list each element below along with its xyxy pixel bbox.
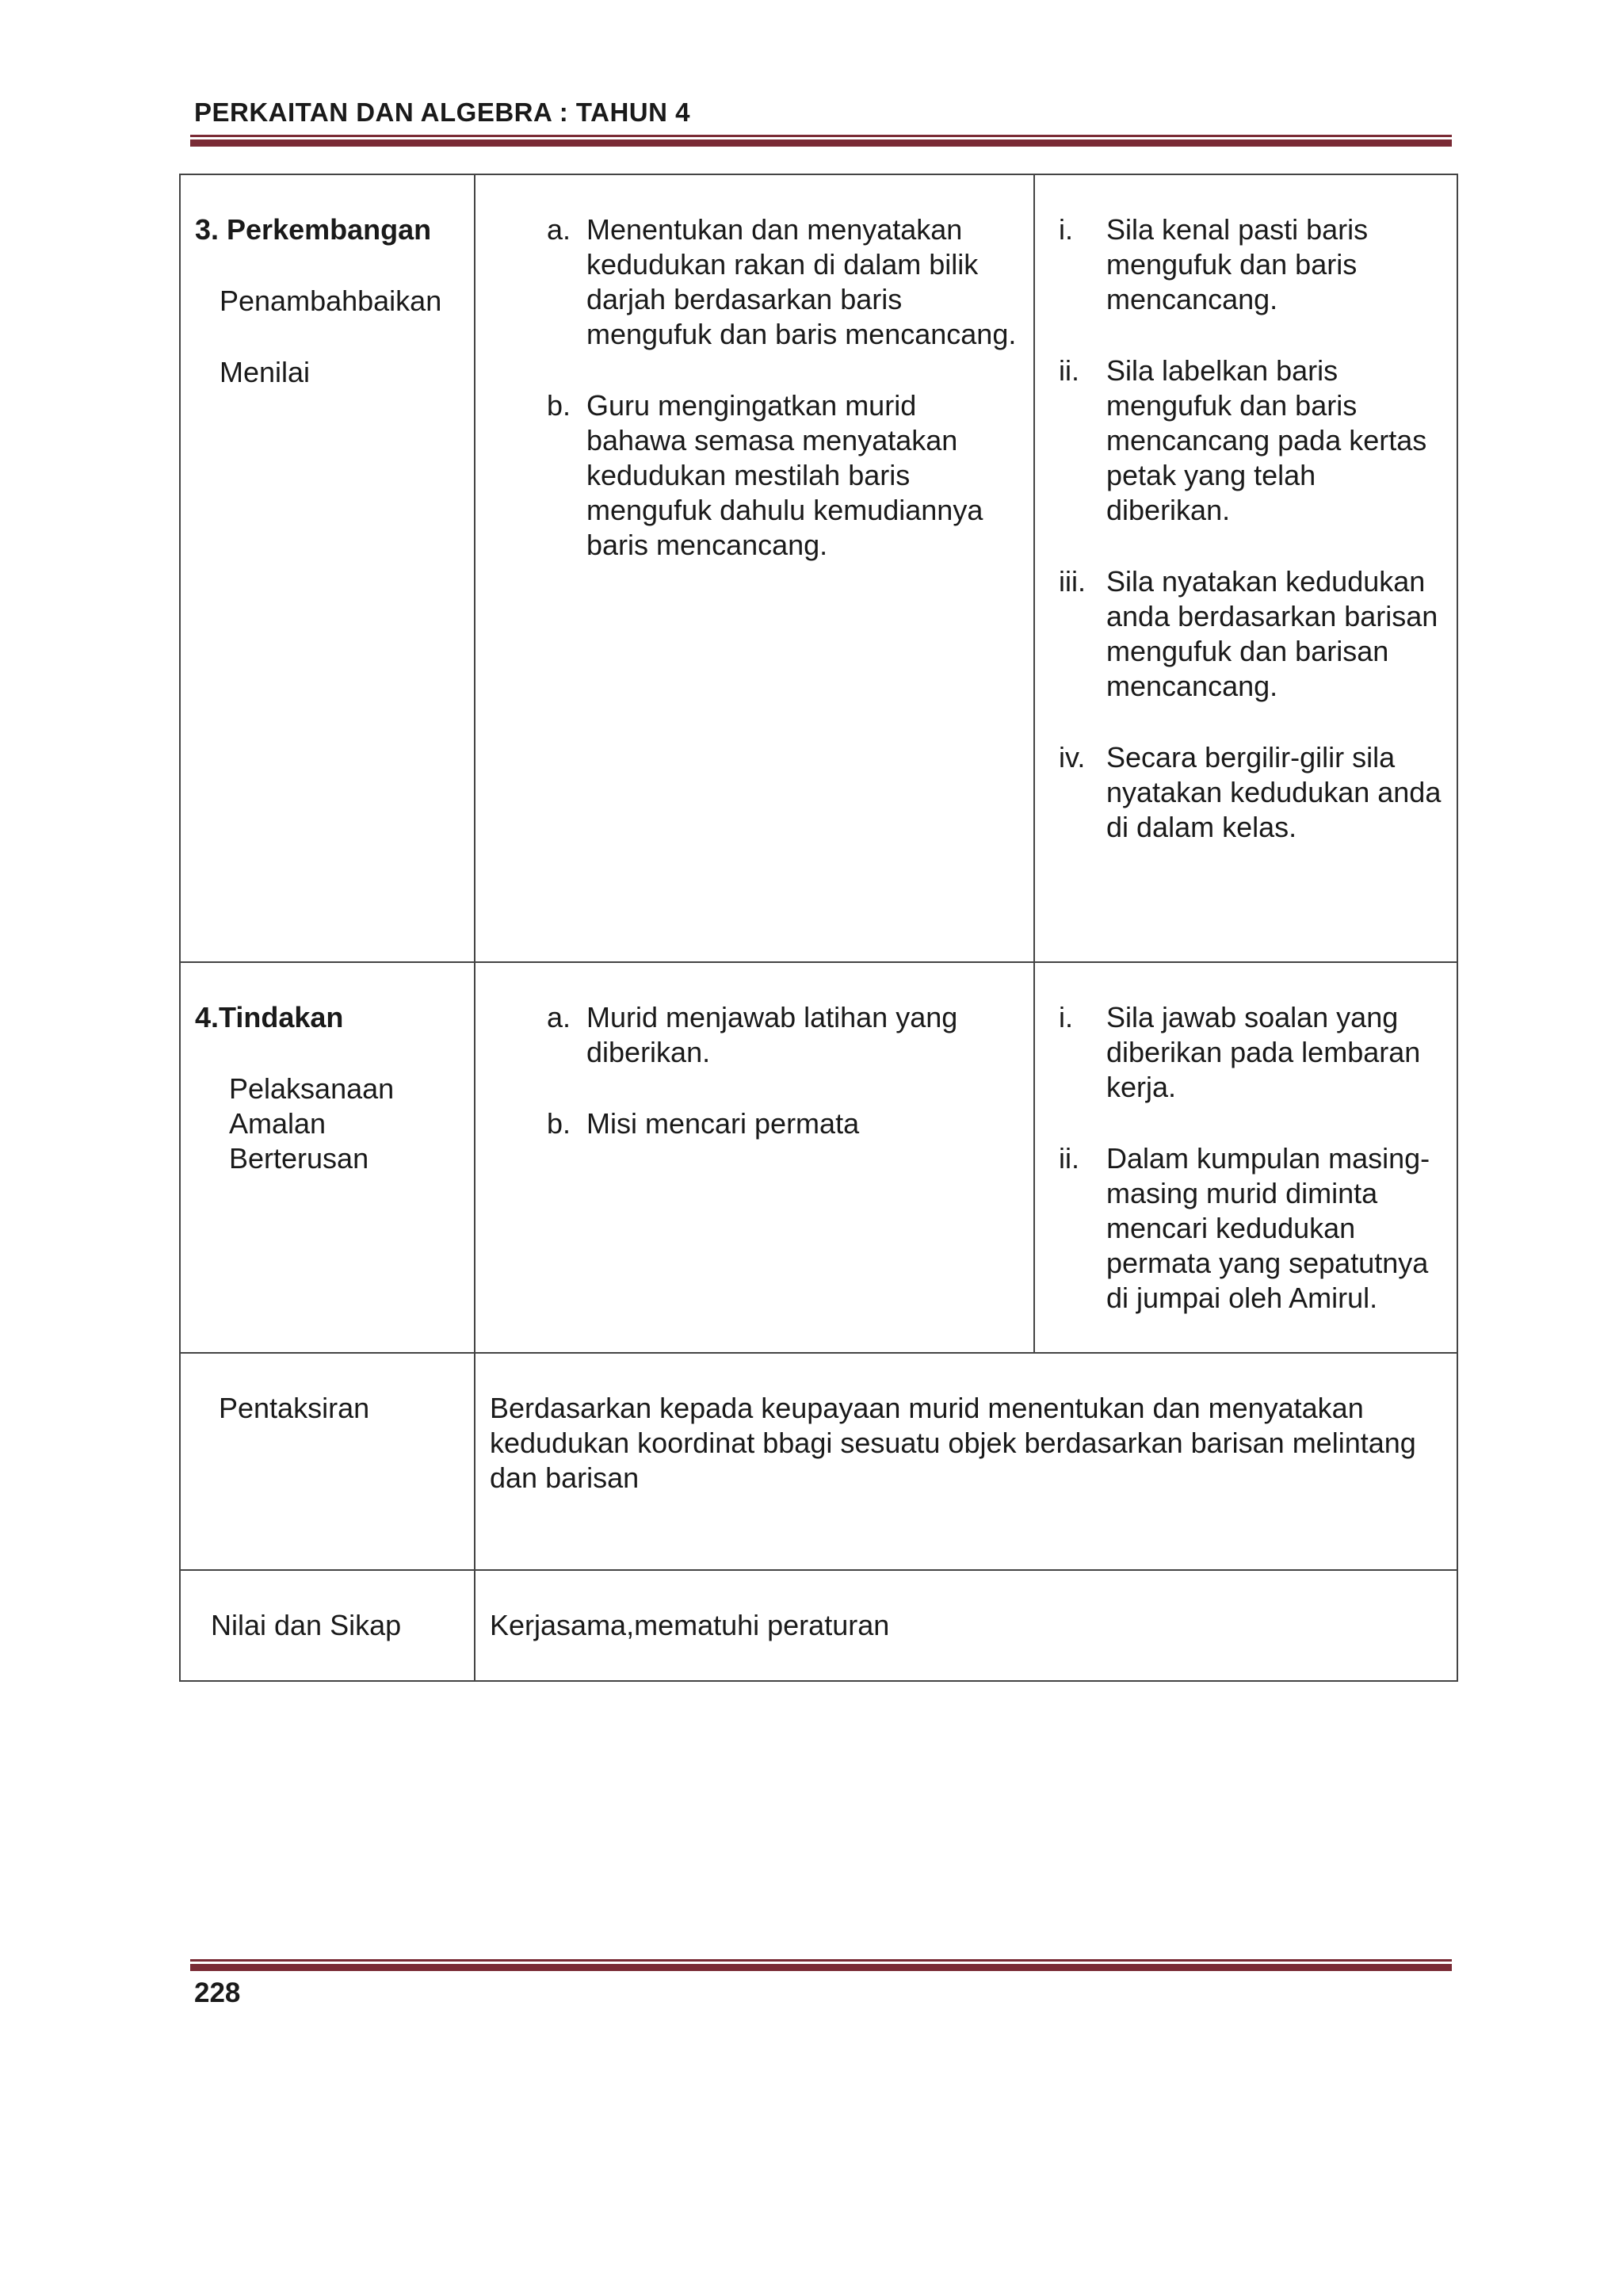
table-row: [180, 1570, 1457, 1681]
list-marker: i.: [1059, 1001, 1073, 1033]
activity-text: Guru mengingatkan murid bahawa semasa menyatakan kedudukan mestilah baris mengufuk dahulu kemudiannya baris mencancang.: [586, 389, 983, 561]
list-item: [1035, 564, 1447, 704]
values-label: Nilai dan Sikap: [211, 1609, 402, 1641]
list-item: [475, 212, 1018, 352]
note-cell: [1034, 174, 1457, 962]
assessment-label-cell: [180, 1353, 475, 1570]
note-text: Sila labelkan baris mengufuk dan baris mencancang pada kertas petak yang telah diberikan.: [1106, 354, 1427, 526]
stage-sub-group: [229, 1072, 474, 1176]
list-item: [1035, 1000, 1447, 1105]
list-item: [1035, 740, 1447, 845]
list-marker: ii.: [1059, 354, 1079, 387]
note-text: Secara bergilir-gilir sila nyatakan kedudukan anda di dalam kelas.: [1106, 741, 1442, 843]
list-item: [475, 1000, 1018, 1070]
stage-sub: Berterusan: [229, 1142, 369, 1175]
note-cell: [1034, 962, 1457, 1353]
values-text: Kerjasama,mematuhi peraturan: [490, 1609, 890, 1641]
activity-cell: [475, 174, 1034, 962]
assessment-text-cell: [475, 1353, 1457, 1570]
list-item: [475, 1106, 1018, 1141]
activity-cell: [475, 962, 1034, 1353]
list-marker: iii.: [1059, 565, 1086, 598]
list-marker: b.: [546, 389, 571, 422]
list-item: [1035, 212, 1447, 317]
stage-cell: [180, 962, 475, 1353]
footer-rule: [190, 1959, 1452, 1971]
list-marker: a.: [546, 213, 571, 246]
list-marker: iv.: [1059, 741, 1086, 774]
stage-sub: Penambahbaikan: [220, 285, 442, 317]
values-label-cell: [180, 1570, 475, 1681]
assessment-text: Berdasarkan kepada keupayaan murid menentukan dan menyatakan kedudukan koordinat bbagi sesuatu objek berdasarkan barisan melintang dan barisan: [490, 1392, 1416, 1494]
stage-sub: Menilai: [220, 356, 311, 388]
note-text: Sila kenal pasti baris mengufuk dan baris mencancang.: [1106, 213, 1369, 315]
assessment-label: Pentaksiran: [219, 1392, 370, 1424]
activity-text: Menentukan dan menyatakan kedudukan rakan di dalam bilik darjah berdasarkan baris mengufuk dan baris mencancang.: [586, 213, 1017, 350]
stage-title: 4.Tindakan: [195, 1001, 344, 1033]
list-marker: i.: [1059, 213, 1073, 246]
note-text: Sila jawab soalan yang diberikan pada lembaran kerja.: [1106, 1001, 1421, 1103]
list-item: [1035, 353, 1447, 528]
table-row: [180, 174, 1457, 962]
header-rule: [190, 135, 1452, 147]
list-item: [1035, 1141, 1447, 1316]
list-item: [475, 388, 1018, 563]
activity-text: Misi mencari permata: [586, 1107, 860, 1140]
table-row: [180, 962, 1457, 1353]
stage-sub: Amalan: [229, 1107, 327, 1140]
page-header-title: PERKAITAN DAN ALGEBRA : TAHUN 4: [194, 97, 690, 127]
activity-text: Murid menjawab latihan yang diberikan.: [586, 1001, 958, 1068]
lesson-plan-table: [179, 174, 1458, 1682]
page-number: 228: [194, 1977, 241, 2008]
list-marker: a.: [546, 1001, 571, 1033]
stage-title: 3. Perkembangan: [195, 213, 432, 246]
stage-sub: Pelaksanaan: [229, 1072, 395, 1105]
stage-cell: [180, 174, 475, 962]
values-text-cell: [475, 1570, 1457, 1681]
note-text: Dalam kumpulan masing-masing murid diminta mencari kedudukan permata yang sepatutnya di jumpai oleh Amirul.: [1106, 1142, 1430, 1314]
note-text: Sila nyatakan kedudukan anda berdasarkan barisan mengufuk dan barisan mencancang.: [1106, 565, 1438, 702]
table-row: [180, 1353, 1457, 1570]
list-marker: ii.: [1059, 1142, 1079, 1175]
list-marker: b.: [546, 1107, 571, 1140]
